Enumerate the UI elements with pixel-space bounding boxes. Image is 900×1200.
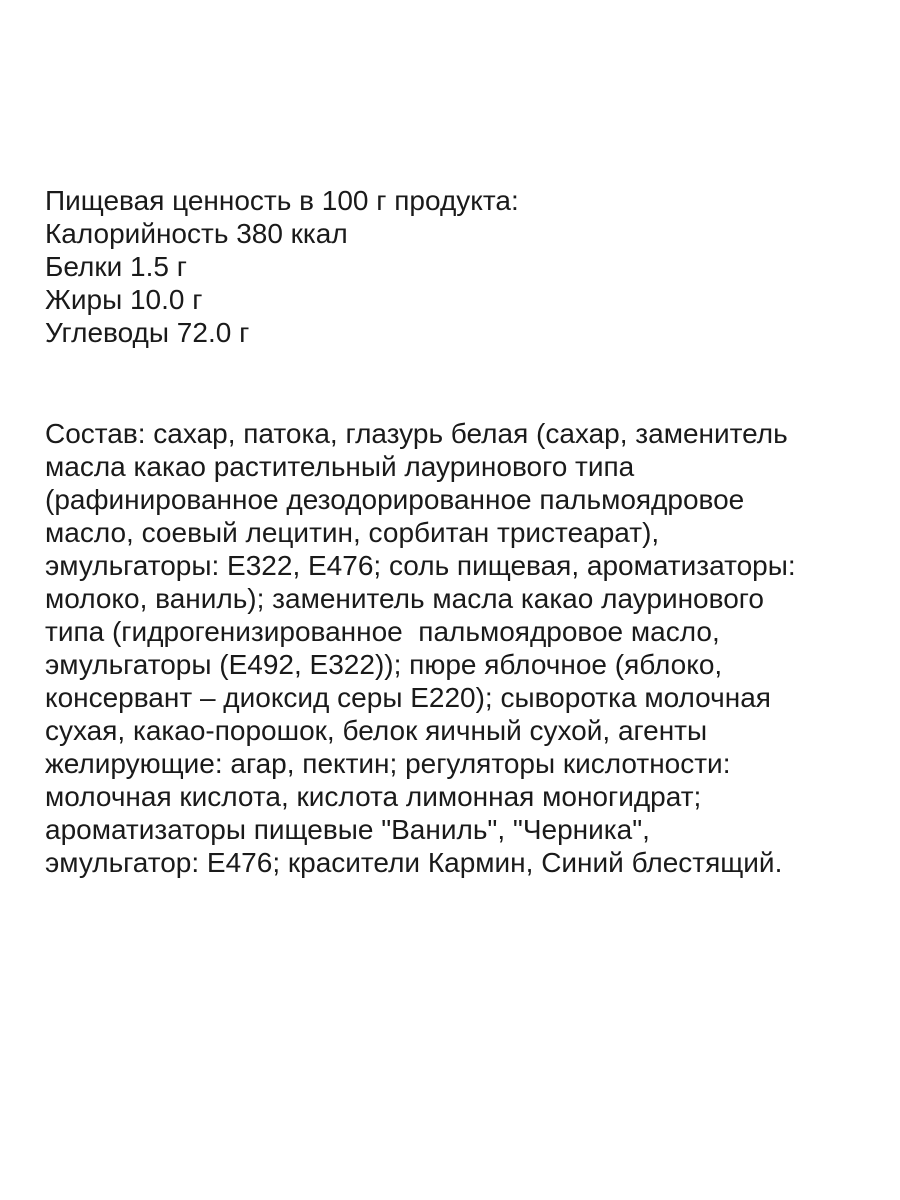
ingredients-line: Состав: сахар, патока, глазурь белая (сахар, заменитель [45,418,788,449]
ingredients-line: желирующие: агар, пектин; регуляторы кислотности: [45,748,731,779]
ingredients-line: эмульгатор: Е476; красители Кармин, Синий блестящий. [45,847,783,878]
calories-line: Калорийность 380 ккал [45,218,348,249]
nutrition-heading: Пищевая ценность в 100 г продукта: [45,185,519,216]
ingredients-line: эмульгаторы (Е492, Е322)); пюре яблочное (яблоко, [45,649,723,680]
ingredients-line: эмульгаторы: Е322, Е476; соль пищевая, ароматизаторы: [45,550,796,581]
ingredients-line: сухая, какао-порошок, белок яичный сухой, агенты [45,715,708,746]
fat-line: Жиры 10.0 г [45,284,203,315]
carbs-line: Углеводы 72.0 г [45,317,250,348]
ingredients-line: ароматизаторы пищевые "Ваниль", "Черника", [45,814,650,845]
ingredients-line: масла какао растительный лауринового типа [45,451,635,482]
ingredients-line: консервант – диоксид серы Е220); сыворотка молочная [45,682,771,713]
ingredients-line: молочная кислота, кислота лимонная моногидрат; [45,781,702,812]
ingredients-line: масло, соевый лецитин, сорбитан тристеарат), [45,517,660,548]
ingredients-line: типа (гидрогенизированное пальмоядровое масло, [45,616,720,647]
protein-line: Белки 1.5 г [45,251,187,282]
ingredients-line: молоко, ваниль); заменитель масла какао лауринового [45,583,764,614]
ingredients-block [45,417,796,879]
ingredients-line: (рафинированное дезодорированное пальмоядровое [45,484,745,515]
nutrition-facts-block [45,184,519,349]
